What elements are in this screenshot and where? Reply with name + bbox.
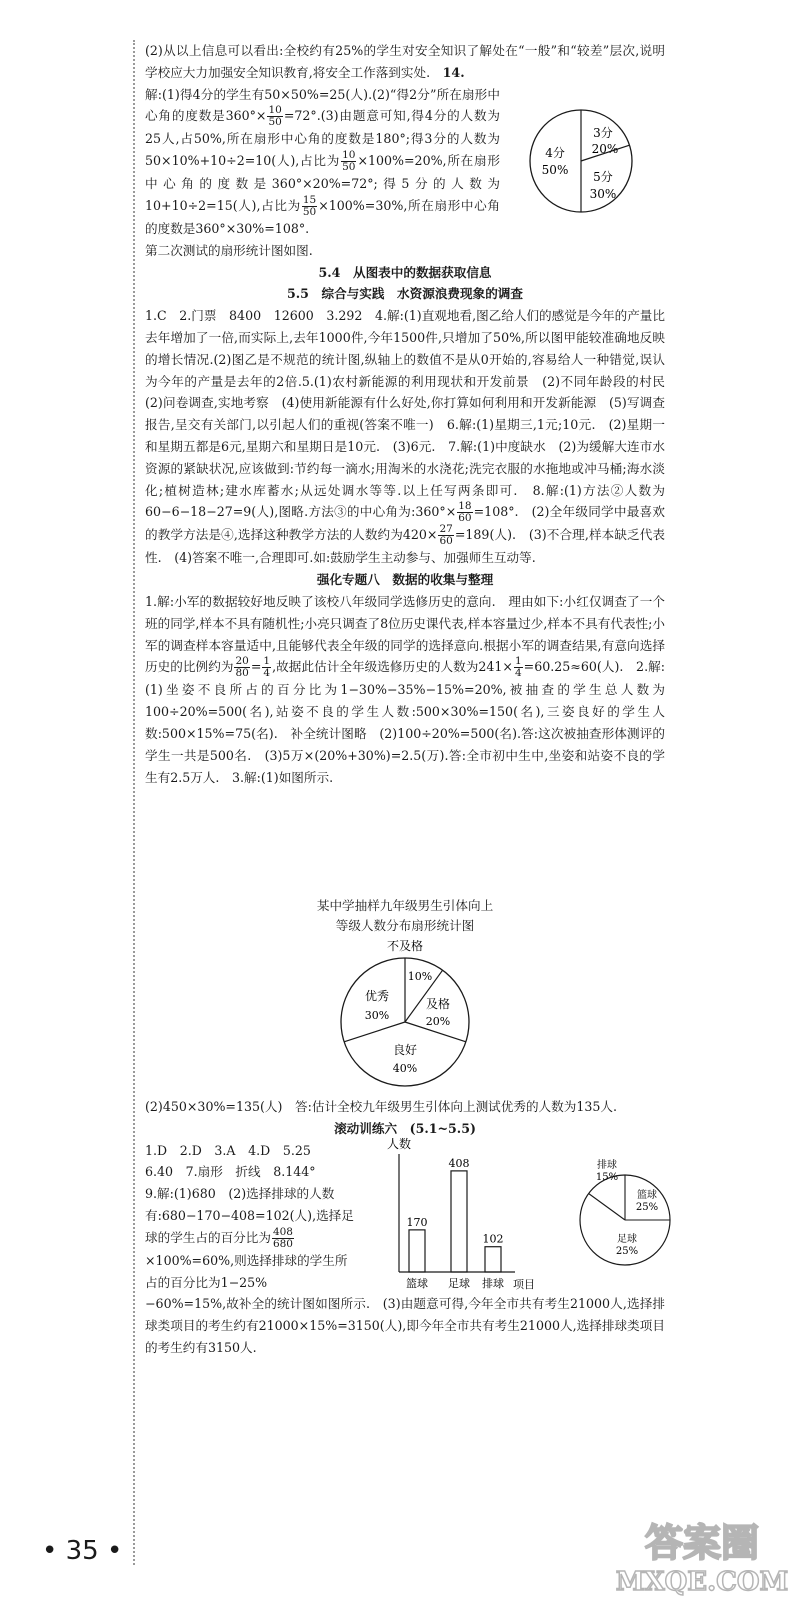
pie-chart-pullups: [325, 936, 485, 1091]
section-heading: 强化专题八 数据的收集与整理: [316, 572, 494, 588]
answer-line: 6.40 7.扇形 折线 8.144°: [145, 1164, 316, 1180]
pie-slice-label: 优秀: [364, 989, 390, 1003]
pie-slice-label: 足球: [617, 1234, 637, 1245]
watermark-logo: [610, 1512, 790, 1600]
pie-divider: [589, 1194, 625, 1221]
bar-篮球: [409, 1230, 425, 1272]
pie-slice-label: 篮球: [637, 1190, 657, 1201]
pie-chart-sports: [575, 1150, 675, 1270]
para-topic8: 1.解:小军的数据较好地反映了该校八年级同学选修历史的意向. 理由如下:小红仅调查了一个班的同学,样本不具有随机性;小亮只调查了8位历史课代表,样本容量过少,样本不具有代表性;小军的调查样本容量适中,且能够代表全年级的同学的选择意向.根据小军的调查结果,有意向选择历史的比例约为 $\frac{20}{80}$ = $\frac{1}{4}$ ,故据此估计全年级选修历史的人数为241× $\frac{1}{4}$ =60.25≈60(人). 2.解:(1)坐姿不良所占的百分比为1−30%−35%−15%=20%,被抽查的学生总人数为100÷20%=500(名),站姿不良的学生人数:500×30%=150(名),三姿良好的学生人数:500×15%=75(名). 补全统计图略 (2)100÷20%=500(名).答:这次被抽查形体测评的学生一共是500名. (3)5万×(20%+30%)=2.5(万).答:全市初中生中,坐姿和站姿不良的学生有2.5万人. 3.解:(1)如图所示.: [145, 593, 665, 785]
fraction: $\frac{408}{680}$: [272, 1225, 293, 1250]
answer-line: 1.D 2.D 3.A 4.D 5.25: [145, 1142, 311, 1158]
bar-排球: [485, 1247, 501, 1272]
y-axis-label: 人数: [387, 1137, 412, 1151]
answer-line: −60%=15%,故补全的统计图如图所示. (3)由题意可得,今年全市共有考生21000人,选择排球类项目的考生约有21000×15%=3150(人),即今年全市共有考生21000人,选择排球类项目的考生约有3150人.: [145, 1296, 665, 1355]
section-heading: 5.4 从图表中的数据获取信息: [318, 264, 492, 280]
section-heading: 5.5 综合与实践 水资源浪费现象的调查: [286, 286, 523, 302]
para-5-5-answers: 1.C 2.门票 8400 12600 3.292 4.解:(1)直观地看,图乙给人们的感觉是今年的产量比去年增加了一倍,而实际上,去年1000件,今年1500件,只增加了50%,所以图甲能较准确地反映的增长情况.(2)图乙是不规范的统计图,纵轴上的数值不是从0开始的,容易给人一种错觉,误认为今年的产量是去年的2倍.5.(1)农村新能源的利用现状和开发前景 (2)不同年龄段的村民 (2)问卷调查,实地考察 (4)使用新能源有什么好处,你打算如何利用和开发新能源 (5)写调查报告,呈交有关部门,以引起人们的重视(答案不唯一) 6.解:(1)星期三,1元;10元. (2)星期一和星期五都是6元,星期六和星期日是10元. (3)6元. 7.解:(1)中度缺水 (2)为缓解大连市水资源的紧缺状况,应该做到:节约每一滴水;用淘米的水浇花;洗完衣服的水拖地或冲马桶;海水淡化;植树造林;建水库蓄水;从远处调水等等.以上任写两条即可. 8.解:(1)方法②人数为60−6−18−27=9(人),图略.方法③的中心角为:360°× $\frac{18}{60}$ =108°. (2)全年级同学中最喜欢的教学方法是④,选择这种教学方法的人数约为420× $\frac{27}{60}$ =189(人). (3)不合理,样本缺乏代表性. (4)答案不唯一,合理即可.如:鼓励学生主动参与、加强师生互动等.: [145, 308, 678, 566]
chart-title: 某中学抽样九年级男生引体向上: [316, 898, 494, 913]
pie-slice-label: 30%: [364, 1009, 390, 1022]
para-q14: 解:(1)得4分的学生有50×50%=25(人).(2)“得2分”所在扇形中心角的度数是360°× $\frac{10}{50}$ =72°.(3)由题意可知,得4分的人数为25人,占50%,所在扇形中心角的度数是180°;得3分的人数为50×10%+10÷2=10(人),占比为 $\frac{10}{50}$ ×100%=20%,所在扇形中心角的度数是360°×20%=72°;得5分的人数为10+10÷2=15(人),占比为 $\frac{15}{50}$ ×100%=30%,所在扇形中心角的度数是360°×30%=108°.: [145, 86, 501, 236]
answer-line: 9.解:(1)680 (2)选择排球的人数有:680−170−408=102(人),选择足球的学生占的百分比为 $\frac{408}{680}$ ×100%=60%,则选择排球的学生所占的百分比为1−25%: [145, 1186, 354, 1290]
x-axis-label: 项目: [513, 1278, 535, 1291]
answers-left-column: [145, 1140, 360, 1294]
pie-slice-label: 3分: [593, 126, 613, 140]
x-tick-label: 排球: [482, 1277, 504, 1290]
para-pullup-answer: (2)450×30%=135(人) 答:估计全校九年级男生引体向上测试优秀的人数为135人.: [145, 1099, 617, 1114]
pie-slice-label: 20%: [591, 142, 619, 156]
pie-slice-label: 5分: [593, 170, 613, 184]
page-number: • 35 •: [42, 1536, 123, 1566]
bar-足球: [451, 1171, 467, 1272]
pie-slice-label: 50%: [541, 163, 569, 177]
fraction: $\frac{10}{50}$: [268, 104, 282, 129]
fraction: $\frac{15}{50}$: [302, 193, 317, 218]
para-safety: (2)从以上信息可以看出:全校约有25%的学生对安全知识了解处在“一般”和“较差”层次,说明学校应大力加强安全知识教育,将安全工作落到实处. 14.: [145, 43, 665, 80]
bar-value-label: 170: [406, 1215, 428, 1229]
pie-chart-pullups-block: [145, 896, 665, 1096]
pie-slice-label: 良好: [392, 1043, 418, 1057]
pie-slice-label: 4分: [545, 146, 565, 160]
svg-text:MXQE.COM: MXQE.COM: [615, 1567, 789, 1597]
binding-margin: [133, 40, 135, 1565]
x-tick-label: 篮球: [406, 1277, 428, 1290]
pie-slice-label: 30%: [589, 187, 617, 201]
section-heading: 滚动训练六 (5.1~5.5): [334, 1120, 476, 1136]
pie-divider: [344, 1022, 405, 1042]
fraction: $\frac{20}{80}$: [235, 655, 249, 680]
pie-slice-label: 排球: [597, 1160, 617, 1171]
pie-slice-label: 20%: [425, 1015, 451, 1028]
pie-slice-label: 25%: [635, 1202, 659, 1213]
fraction: $\frac{18}{60}$: [458, 500, 472, 525]
pie-slice-label: 25%: [615, 1246, 639, 1257]
pie-slice-label: 10%: [407, 970, 433, 983]
chart-title: 等级人数分布扇形统计图: [335, 918, 475, 933]
pie-slice-label: 15%: [595, 1172, 619, 1183]
bar-value-label: 102: [482, 1232, 504, 1246]
bar-value-label: 408: [448, 1156, 470, 1170]
pie-slice-label: 40%: [392, 1062, 418, 1075]
para-pie-note: 第二次测试的扇形统计图如图.: [145, 242, 313, 258]
fraction: $\frac{27}{60}$: [439, 523, 453, 548]
pie-chart-second-test: [502, 108, 660, 214]
x-tick-label: 足球: [448, 1277, 470, 1290]
fraction: $\frac{1}{4}$: [514, 655, 522, 680]
pie-slice-label: 及格: [425, 997, 451, 1011]
fraction: $\frac{1}{4}$: [263, 655, 271, 680]
pie-top-label: 不及格: [386, 939, 424, 953]
bar-chart-sports: [365, 1136, 535, 1296]
fraction: $\frac{10}{50}$: [342, 149, 356, 174]
svg-text:答案圈: 答案圈: [644, 1520, 760, 1565]
